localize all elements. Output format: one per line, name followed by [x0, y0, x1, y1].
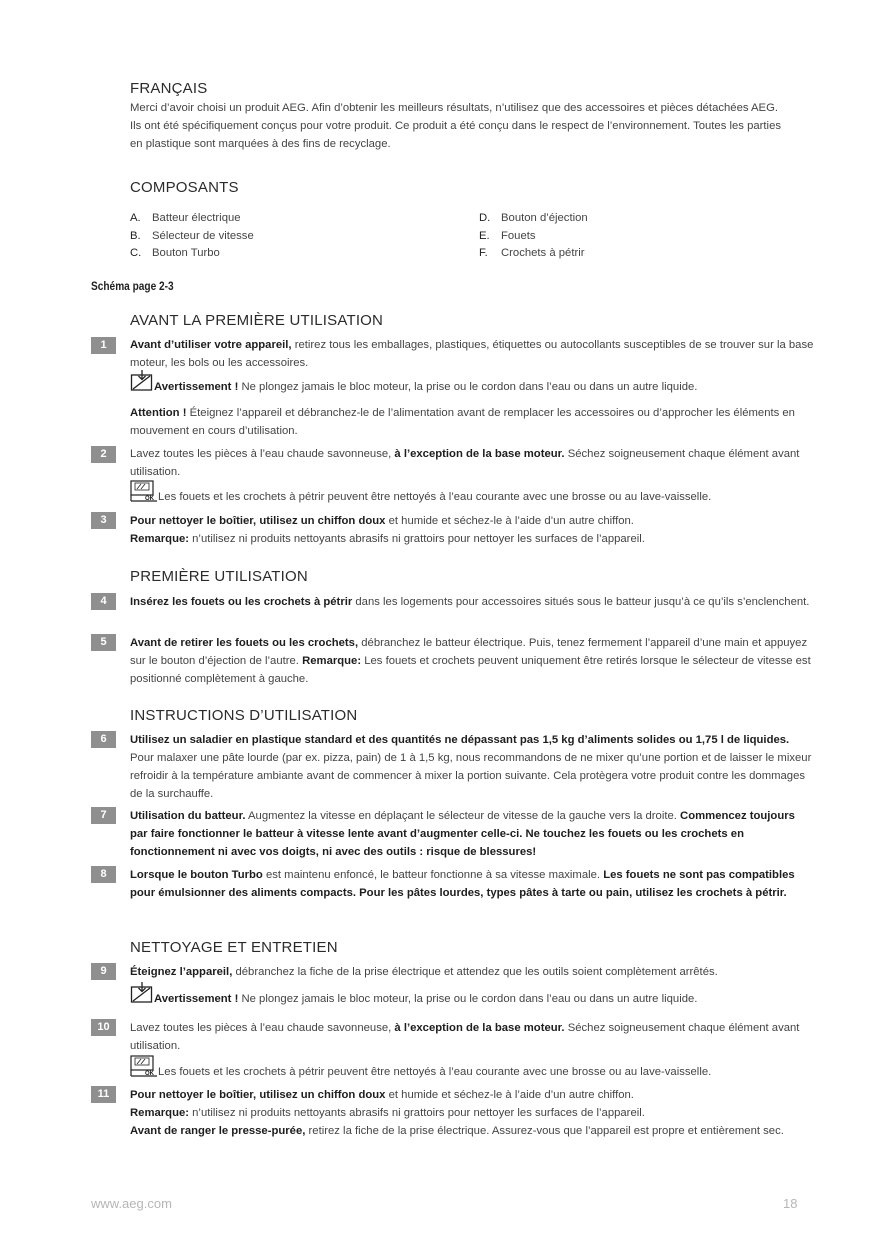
components-col-left — [130, 210, 254, 263]
step-number: 1 — [91, 337, 116, 354]
no-immerse-warning-icon — [130, 982, 154, 1010]
step-number: 10 — [91, 1019, 116, 1036]
step-number: 8 — [91, 866, 116, 883]
step-number: 4 — [91, 593, 116, 610]
step-number: 6 — [91, 731, 116, 748]
step-8-text: Lorsque le bouton Turbo est maintenu enfoncé, le batteur fonctionne à sa vitesse maximale. Les fouets ne sont pas compatibles pour émulsionner des aliments compacts. Pour les pâtes lourdes, types pâtes à tarte ou pain, utilisez les crochets à pétrir. — [130, 869, 795, 899]
step-2-text: Lavez toutes les pièces à l’eau chaude savonneuse, à l’exception de la base moteur. Séchez soigneusement chaque élément avant utilisation. — [130, 448, 800, 478]
dishwasher-safe-icon — [130, 1055, 158, 1083]
no-immerse-warning-icon — [130, 370, 154, 398]
step-1-text: Avant d’utiliser votre appareil, retirez tous les emballages, plastiques, étiquettes ou autocollants susceptibles de se trouver sur la base moteur, les bols ou les accessoires. — [130, 339, 814, 369]
step-3-text: Pour nettoyer le boîtier, utilisez un chiffon doux et humide et séchez-le à l’aide d’un autre chiffon. Remarque: n’utilisez ni produits nettoyants abrasifs ni grattoirs pour nettoyer les surfaces de l’appareil. — [130, 515, 645, 545]
schema-reference: Schéma page 2-3 — [91, 281, 174, 293]
component-item: C. Bouton Turbo — [130, 247, 220, 259]
step-5-text: Avant de retirer les fouets ou les crochets, débranchez le batteur électrique. Puis, tenez fermement l’appareil d’une main et appuyez sur le bouton d’éjection de l’autre. Remarque: Les fouets et crochets peuvent uniquement être retirés lorsque le sélecteur de vitesse est positionné complètement à gauche. — [130, 637, 811, 685]
attention-1: Attention ! Éteignez l’appareil et débranchez-le de l’alimentation avant de remplacer les accessoires ou d’approcher les éléments en mouvement en cours d’utilisation. — [130, 407, 795, 437]
section-title-nettoyage: NETTOYAGE ET ENTRETIEN — [130, 939, 338, 956]
step-number: 9 — [91, 963, 116, 980]
language-title: FRANÇAIS — [130, 80, 208, 97]
component-item: A. Batteur électrique — [130, 212, 241, 224]
step-number: 2 — [91, 446, 116, 463]
components-col-right — [479, 210, 588, 263]
section-title-instructions: INSTRUCTIONS D’UTILISATION — [130, 707, 358, 724]
step-9-text: Éteignez l’appareil, débranchez la fiche de la prise électrique et attendez que les outils soient complètement arrêtés. — [130, 966, 718, 978]
step-number: 11 — [91, 1086, 116, 1103]
component-item: E. Fouets — [479, 229, 536, 242]
page-number: 18 — [783, 1196, 798, 1211]
dishwasher-note-2: OK Les fouets et les crochets à pétrir peuvent être nettoyés à l’eau courante avec une brosse ou au lave-vaisselle. — [130, 480, 815, 508]
step-6-text: Utilisez un saladier en plastique standard et des quantités ne dépassant pas 1,5 kg d’aliments solides ou 1,75 l de liquides. Pour malaxer une pâte lourde (par ex. pizza, pain) de 1 à 1,5 kg, nous recommandons de ne mixer qu’une portion et de laisser le mixeur refroidir à la température ambiante avant de commencer à mixer la portion suivante. Cela protègera votre produit contre les dommages de la surchauffe. — [130, 734, 812, 800]
step-number: 7 — [91, 807, 116, 824]
step-7-text: Utilisation du batteur. Augmentez la vitesse en déplaçant le sélecteur de vitesse de la gauche vers la droite. Commencez toujours par faire fonctionner le batteur à vitesse lente avant d’augmenter celle-ci. Ne touchez les fouets ou les crochets en fonctionnement ni avec vos doigts, ni avec des outils : risque de blessures! — [130, 810, 795, 858]
warning-9: Avertissement ! Ne plongez jamais le bloc moteur, la prise ou le cordon dans l’eau ou dans un autre liquide. — [130, 982, 815, 1010]
dishwasher-safe-icon — [130, 480, 158, 508]
components-title: COMPOSANTS — [130, 179, 239, 196]
section-title-premiere: PREMIÈRE UTILISATION — [130, 568, 308, 585]
component-item: D. Bouton d’éjection — [479, 212, 588, 224]
step-10-text: Lavez toutes les pièces à l’eau chaude savonneuse, à l’exception de la base moteur. Séchez soigneusement chaque élément avant utilisation. — [130, 1022, 800, 1052]
component-item: F. Crochets à pétrir — [479, 247, 585, 259]
section-title-avant: AVANT LA PREMIÈRE UTILISATION — [130, 312, 384, 329]
intro-paragraph: Merci d’avoir choisi un produit AEG. Afin d’obtenir les meilleurs résultats, n’utilisez que des accessoires et pièces détachées AEG. Ils ont été spécifiquement conçus pour votre produit. Ce produit a été conçu dans le respect de l’environnement. Toutes les parties en plastique sont marquées à des fins de recyclage. — [130, 102, 781, 150]
dishwasher-note-10: OK Les fouets et les crochets à pétrir peuvent être nettoyés à l’eau courante avec une brosse ou au lave-vaisselle. — [130, 1055, 815, 1083]
step-4-text: Insérez les fouets ou les crochets à pétrir dans les logements pour accessoires situés sous le batteur jusqu’à ce qu’ils s’enclenchent. — [130, 596, 810, 608]
step-number: 3 — [91, 512, 116, 529]
component-item: B. Sélecteur de vitesse — [130, 229, 254, 242]
svg-text:OK: OK — [145, 496, 154, 502]
warning-1: Avertissement ! Ne plongez jamais le bloc moteur, la prise ou le cordon dans l’eau ou dans un autre liquide. — [130, 370, 815, 398]
svg-text:OK: OK — [145, 1071, 154, 1077]
step-11-text: Pour nettoyer le boîtier, utilisez un chiffon doux et humide et séchez-le à l’aide d’un autre chiffon. Remarque: n’utilisez ni produits nettoyants abrasifs ni grattoirs pour nettoyer les surfaces de l’appareil. Avant de ranger le presse-purée, retirez la fiche de la prise électrique. Assurez-vous que l’appareil est propre et entièrement sec. — [130, 1089, 784, 1137]
step-number: 5 — [91, 634, 116, 651]
footer-url: www.aeg.com — [91, 1196, 172, 1211]
